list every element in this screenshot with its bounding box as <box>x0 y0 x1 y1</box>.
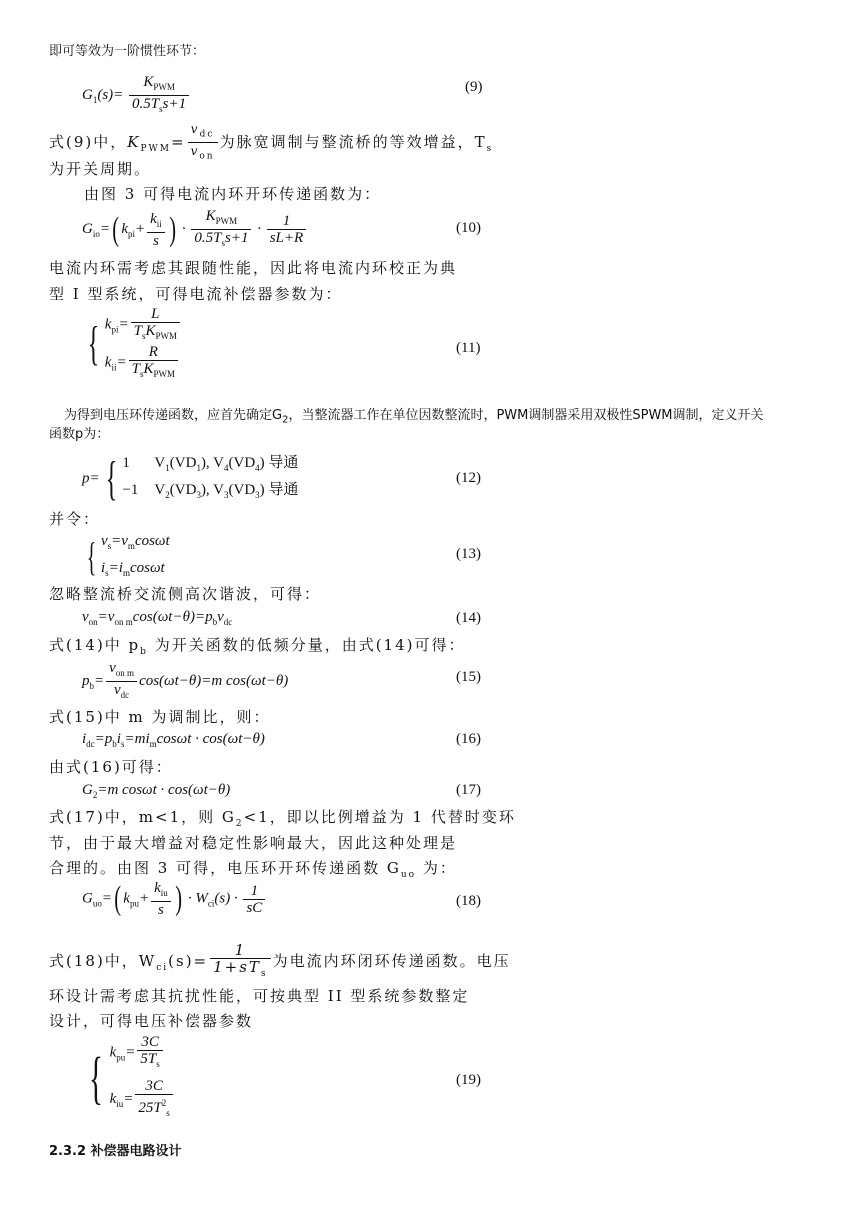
text-eq13-intro: 并令： <box>49 510 101 528</box>
equation-number-15: (15) <box>456 669 481 685</box>
paragraph-voltage-loop-2: 函数p为： <box>49 427 110 442</box>
text-eq9-desc-2: 为开关周期。 <box>49 160 152 178</box>
text-eq15-intro: 式(14)中 $p_b$ 为开关函数的低频分量，由式(14)可得： <box>49 636 466 657</box>
text-eq18-desc-2: 环设计需考虑其抗扰性能，可按典型 II 型系统参数整定 <box>49 987 470 1005</box>
equation-number-11: (11) <box>456 340 481 356</box>
text-eq18-desc-1: 式(18)中，$W_{ci}(s)=$ $\frac{1}{1+sT_s}$ 为电流内环闭环传递函数。电压 <box>49 941 511 979</box>
text-eq14-intro: 忽略整流桥交流侧高次谐波，可得： <box>49 585 322 603</box>
equation-number-16: (16) <box>456 731 481 747</box>
equation-14: $v_{on}=v_{on m}\cos(\omega t-\theta)=p_bv_{dc}$ <box>82 609 233 627</box>
equation-12: p= { 1 $V_1(VD_1)$, $V_4(VD_4)$ 导通 −1 $V_2(VD_3)$, $V_3(VD_3)$ 导通 <box>82 452 299 505</box>
intro-line: 即可等效为一阶惯性环节： <box>49 44 206 59</box>
equation-13: { $v_s=v_m\cos\omega t$ $i_s=i_m\cos\omega t$ <box>86 533 170 579</box>
text-eq10-intro: 由图 3 可得电流内环开环传递函数为： <box>84 185 382 203</box>
text-eq17-desc-2: 节，由于最大增益对稳定性影响最大，因此这种处理是 <box>49 834 458 852</box>
equation-number-19: (19) <box>456 1072 481 1088</box>
equation-18: $G_{uo}=$( $k_{pu}+$ $\frac{k_{iu}}{s}$ ) · $W_{ci}(s)$ · $\frac{1}{sC}$ <box>82 880 267 918</box>
equation-number-17: (17) <box>456 782 481 798</box>
text-eq17-desc-1: 式(17)中，m<1，则 $G_2<1$，即以比例增益为 1 代替时变环 <box>49 808 516 829</box>
text-eq11-line2: 型 I 型系统，可得电流补偿器参数为： <box>49 285 343 303</box>
text-eq16-intro: 式(15)中 m 为调制比，则： <box>49 708 271 726</box>
paragraph-voltage-loop: 为得到电压环传递函数，应首先确定$G_2$，当整流器工作在单位因数整流时，PWM调制器采用双极性SPWM调制，定义开关 <box>64 408 764 426</box>
equation-number-10: (10) <box>456 220 481 236</box>
text-eq11-line1: 电流内环需考虑其跟随性能，因此将电流内环校正为典 <box>49 259 458 277</box>
equation-17: $G_2=m$ cosωt · cos(ωt−θ) <box>82 782 231 800</box>
equation-19: { $k_{pu}=$ $\frac{3C}{5T_s}$ $k_{iu}=$ $\frac{3C}{25T^2_s}$ <box>82 1034 175 1121</box>
text-eq9-desc: 式(9)中，$K_{PWM}=$ $\frac{v_{dc}}{v_{on}}$ 为脉宽调制与整流桥的等效增益，$T_s$ <box>49 122 494 162</box>
section-heading: 2.3.2 补偿器电路设计 <box>49 1144 182 1159</box>
equation-15: $p_b=$ $\frac{v_{on m}}{v_{dc}}$ cos(ωt−θ)=m cos(ωt−θ) <box>82 660 289 700</box>
equation-number-9: (9) <box>465 79 483 95</box>
equation-number-13: (13) <box>456 546 481 562</box>
equation-11: { $k_{pi}=$ $\frac{L}{T_sK_{PWM}}$ $k_{ii}=$ $\frac{R}{T_sK_{PWM}}$ <box>82 306 182 382</box>
text-eq18-desc-3: 设计，可得电压补偿器参数 <box>49 1012 254 1030</box>
text-eq17-intro: 由式(16)可得： <box>49 758 173 776</box>
equation-number-18: (18) <box>456 893 481 909</box>
equation-16: $i_{dc}=p_bi_s=mi_m\cos\omega t \cdot \cos(\omega t-\theta)$ <box>82 731 265 749</box>
equation-number-12: (12) <box>456 470 481 486</box>
text-eq17-desc-3: 合理的。由图 3 可得，电压环开环传递函数 $G_{uo}$ 为： <box>49 859 457 880</box>
equation-9: $G_1(s)=$ $\frac{K_{PWM}}{0.5T_ss+1}$ <box>82 74 191 117</box>
equation-number-14: (14) <box>456 610 481 626</box>
equation-10: $G_{io}=$( $k_{pi}+$ $\frac{k_{ii}}{s}$ ) · $\frac{K_{PWM}}{0.5T_ss+1}$ · $\frac{1}{sL+R}$ <box>82 208 308 251</box>
